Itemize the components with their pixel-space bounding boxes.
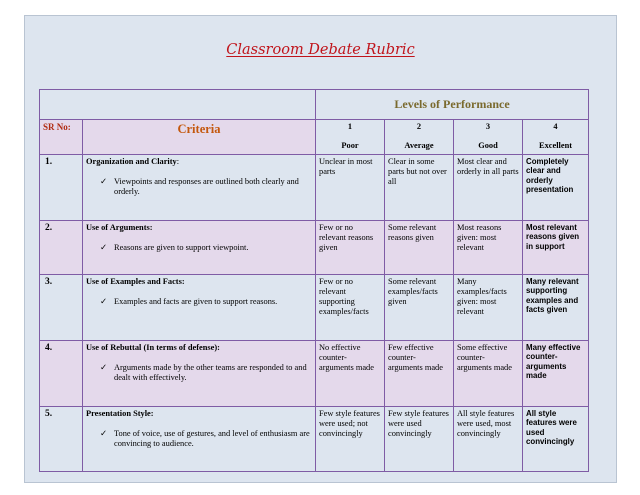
criteria-title: Use of Arguments: <box>86 222 153 232</box>
good-cell: Most reasons given: most relevant <box>454 220 523 274</box>
table-row <box>40 274 589 340</box>
rubric-body <box>40 154 589 471</box>
criteria-bullet <box>86 297 312 307</box>
levels-of-performance-header: Levels of Performance <box>316 90 589 120</box>
criteria-cell <box>83 220 316 274</box>
sr-number: 2. <box>40 220 83 274</box>
criteria-cell <box>83 340 316 406</box>
criteria-title: Presentation Style: <box>86 408 154 418</box>
document-title: Classroom Debate Rubric <box>226 42 415 58</box>
criteria-bullet <box>86 177 312 198</box>
poor-cell: Few or no relevant supporting examples/facts <box>316 274 385 340</box>
level-1-header: 1 Poor <box>316 120 385 155</box>
criteria-description: Viewpoints and responses are outlined both clearly and orderly. <box>114 176 299 196</box>
average-cell: Few effective counter-arguments made <box>385 340 454 406</box>
criteria-cell <box>83 154 316 220</box>
criteria-title: Use of Rebuttal (In terms of defense): <box>86 342 220 352</box>
table-row <box>40 340 589 406</box>
sr-number: 3. <box>40 274 83 340</box>
poor-cell: Unclear in most parts <box>316 154 385 220</box>
document-page <box>24 15 617 483</box>
column-header-row <box>40 120 589 155</box>
criteria-bullet <box>86 429 312 450</box>
poor-cell: Few or no relevant reasons given <box>316 220 385 274</box>
sr-no-header: SR No: <box>40 120 83 155</box>
levels-header-row <box>40 90 589 120</box>
criteria-description: Examples and facts are given to support reasons. <box>114 296 278 306</box>
poor-cell: Few style features were used; not convincingly <box>316 406 385 471</box>
excellent-cell: Most relevant reasons given in support <box>523 220 589 274</box>
good-cell: Some effective counter-arguments made <box>454 340 523 406</box>
good-cell: Many examples/facts given: most relevant <box>454 274 523 340</box>
excellent-cell: All style features were used convincingly <box>523 406 589 471</box>
excellent-cell: Completely clear and orderly presentation <box>523 154 589 220</box>
rubric-table <box>39 89 589 472</box>
level-3-header: 3 Good <box>454 120 523 155</box>
checkmark-icon: ✓ <box>100 362 108 372</box>
poor-cell: No effective counter-arguments made <box>316 340 385 406</box>
excellent-cell: Many effective counter-arguments made <box>523 340 589 406</box>
criteria-description: Reasons are given to support viewpoint. <box>114 242 249 252</box>
criteria-cell <box>83 406 316 471</box>
criteria-description: Tone of voice, use of gestures, and level of enthusiasm are convincing to audience. <box>114 428 310 448</box>
good-cell: All style features were used, most convincingly <box>454 406 523 471</box>
good-cell: Most clear and orderly in all parts <box>454 154 523 220</box>
criteria-header: Criteria <box>83 120 316 155</box>
average-cell: Some relevant examples/facts given <box>385 274 454 340</box>
criteria-description: Arguments made by the other teams are responded to and dealt with effectively. <box>114 362 307 382</box>
checkmark-icon: ✓ <box>100 296 108 306</box>
average-cell: Clear in some parts but not over all <box>385 154 454 220</box>
criteria-title-suffix: : <box>176 156 180 166</box>
blank-header-cell <box>40 90 316 120</box>
criteria-title: Organization and Clarity <box>86 156 177 166</box>
level-2-header: 2 Average <box>385 120 454 155</box>
excellent-cell: Many relevant supporting examples and facts given <box>523 274 589 340</box>
average-cell: Few style features were used convincingly <box>385 406 454 471</box>
checkmark-icon: ✓ <box>100 428 108 438</box>
level-4-header: 4 Excellent <box>523 120 589 155</box>
table-row <box>40 220 589 274</box>
sr-number: 1. <box>40 154 83 220</box>
sr-number: 5. <box>40 406 83 471</box>
criteria-cell <box>83 274 316 340</box>
table-row <box>40 154 589 220</box>
sr-number: 4. <box>40 340 83 406</box>
criteria-title: Use of Examples and Facts: <box>86 276 185 286</box>
checkmark-icon: ✓ <box>100 176 108 186</box>
average-cell: Some relevant reasons given <box>385 220 454 274</box>
checkmark-icon: ✓ <box>100 242 108 252</box>
criteria-bullet <box>86 363 312 384</box>
table-row <box>40 406 589 471</box>
criteria-bullet <box>86 243 312 253</box>
